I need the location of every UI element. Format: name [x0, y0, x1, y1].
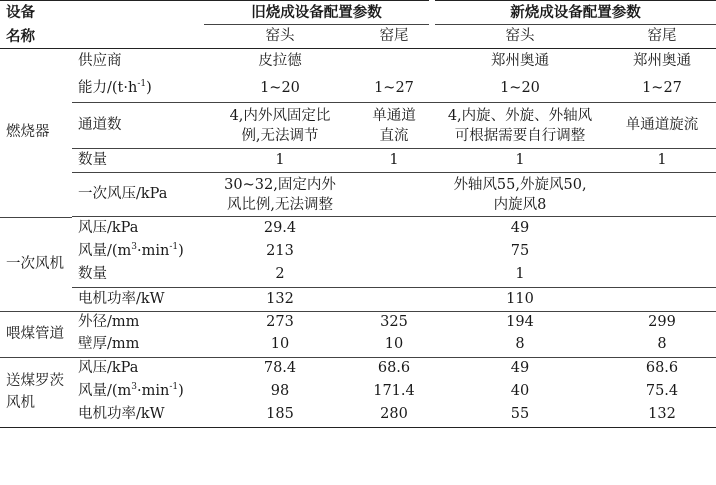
- roots-fan-volume-old-head: 98: [270, 382, 290, 399]
- roots-fan-volume-old-tail: 171.4: [373, 382, 415, 399]
- roots-fan-pressure-new-tail: 68.6: [645, 359, 679, 376]
- feed-pipe-od-label: 外径/mm: [78, 313, 140, 330]
- burner-count-old-tail: 1: [356, 149, 432, 173]
- roots-fan-motor-old-tail: 280: [356, 403, 432, 427]
- burner-count-new-head: 1: [432, 149, 608, 173]
- header-name-label: 名称: [0, 25, 72, 49]
- roots-fan-motor-new-head: 55: [432, 403, 608, 427]
- primary-fan-motor-old: 132: [204, 287, 356, 311]
- primary-pressure-new: 外轴风55,外旋风50, 内旋风8: [432, 173, 608, 217]
- primary-fan-pressure-old: 29.4: [263, 219, 297, 236]
- feed-pipe-od-old-head: 273: [266, 313, 294, 330]
- primary-fan-motor-row: [0, 287, 716, 311]
- primary-fan-motor-label: 电机功率/kW: [72, 287, 204, 311]
- primary-fan-volume-label: 风量$/(m^3\cdot\min^{-1})$: [78, 241, 184, 259]
- roots-fan-motor-old-head: 185: [204, 403, 356, 427]
- roots-fan-volume-label: 风量$/(m^3\cdot\min^{-1})$: [78, 381, 184, 399]
- header-row-1: [0, 1, 716, 25]
- header-device-label: 设备: [0, 1, 72, 25]
- primary-fan-motor-new: 110: [432, 287, 608, 311]
- primary-fan-pressure-label: 风压/kPa: [78, 219, 139, 236]
- roots-fan-pressure-label: 风压/kPa: [78, 359, 139, 376]
- primary-fan-group-label: 一次风机: [0, 217, 72, 311]
- old-kiln-head-header: 窑头: [204, 25, 356, 49]
- feed-pipe-od-old-tail: 325: [380, 313, 408, 330]
- primary-fan-volume-old: 213: [266, 242, 294, 259]
- supplier-new-head: 郑州奥通: [491, 53, 549, 70]
- feed-pipe-od-new-tail: 299: [648, 313, 676, 330]
- channels-label: 通道数: [72, 103, 204, 149]
- roots-fan-volume-new-tail: 75.4: [645, 382, 679, 399]
- roots-fan-motor-label: 电机功率/kW: [72, 403, 204, 427]
- channels-old-tail: 单通道 直流: [356, 103, 432, 149]
- primary-pressure-old: 30~32,固定内外 风比例,无法调整: [204, 173, 356, 217]
- primary-fan-volume-row: [0, 239, 716, 263]
- burner-supplier-row: [0, 49, 716, 75]
- feed-pipe-wall-label: 壁厚/mm: [72, 333, 204, 357]
- primary-fan-volume-new: 75: [510, 242, 530, 259]
- feed-pipe-wall-old-head: 10: [204, 333, 356, 357]
- capacity-new-tail: 1~27: [608, 75, 716, 103]
- supplier-new-tail: 郑州奥通: [633, 53, 691, 70]
- feed-pipe-wall-row: [0, 333, 716, 357]
- burner-group-label: 燃烧器: [0, 49, 72, 218]
- roots-fan-pressure-row: [0, 357, 716, 379]
- channels-new-tail: 单通道旋流: [608, 103, 716, 149]
- capacity-new-head: 1~20: [432, 75, 608, 103]
- roots-fan-volume-row: [0, 379, 716, 403]
- supplier-old-tail: [356, 49, 432, 75]
- header-row-2: [0, 25, 716, 49]
- roots-fan-motor-row: [0, 403, 716, 427]
- new-kiln-tail-header: 窑尾: [608, 25, 716, 49]
- primary-pressure-label: 一次风压/kPa: [72, 173, 204, 217]
- burner-capacity-row: [0, 75, 716, 103]
- new-config-group-header: 新烧成设备配置参数: [432, 1, 716, 25]
- feed-pipe-wall-old-tail: 10: [356, 333, 432, 357]
- burner-count-row: [0, 149, 716, 173]
- channels-old-head: 4,内外风固定比 例,无法调节: [204, 103, 356, 149]
- primary-fan-count-old: 2: [204, 263, 356, 287]
- roots-fan-pressure-new-head: 49: [510, 359, 530, 376]
- feed-pipe-wall-new-head: 8: [432, 333, 608, 357]
- new-kiln-head-header: 窑头: [432, 25, 608, 49]
- primary-fan-count-label: 数量: [72, 263, 204, 287]
- feed-pipe-group-label: 喂煤管道: [0, 311, 72, 357]
- burner-count-label: 数量: [72, 149, 204, 173]
- capacity-old-tail: 1~27: [356, 75, 432, 103]
- feed-pipe-wall-new-tail: 8: [608, 333, 716, 357]
- roots-fan-group-label: 送煤罗茨 风机: [0, 357, 72, 427]
- channels-new-head: 4,内旋、外旋、外轴风 可根据需要自行调整: [432, 103, 608, 149]
- burner-primary-pressure-row: [0, 173, 716, 217]
- burner-channels-row: [0, 103, 716, 149]
- roots-fan-motor-new-tail: 132: [608, 403, 716, 427]
- burner-count-old-head: 1: [204, 149, 356, 173]
- primary-fan-count-new: 1: [432, 263, 608, 287]
- primary-fan-count-row: [0, 263, 716, 287]
- primary-fan-pressure-new: 49: [510, 219, 530, 236]
- roots-fan-pressure-old-tail: 68.6: [377, 359, 411, 376]
- roots-fan-volume-new-head: 40: [510, 382, 530, 399]
- capacity-label: 能力$/(t\cdot h^{-1})$: [72, 75, 204, 103]
- feed-pipe-od-row: [0, 311, 716, 333]
- burner-count-new-tail: 1: [608, 149, 716, 173]
- primary-fan-pressure-row: [0, 217, 716, 239]
- capacity-old-head: 1~20: [204, 75, 356, 103]
- old-kiln-tail-header: 窑尾: [356, 25, 432, 49]
- supplier-label: 供应商: [78, 53, 122, 70]
- supplier-old-head: 皮拉德: [258, 53, 302, 70]
- roots-fan-pressure-old-head: 78.4: [263, 359, 297, 376]
- feed-pipe-od-new-head: 194: [506, 313, 534, 330]
- old-config-group-header: 旧烧成设备配置参数: [204, 1, 432, 25]
